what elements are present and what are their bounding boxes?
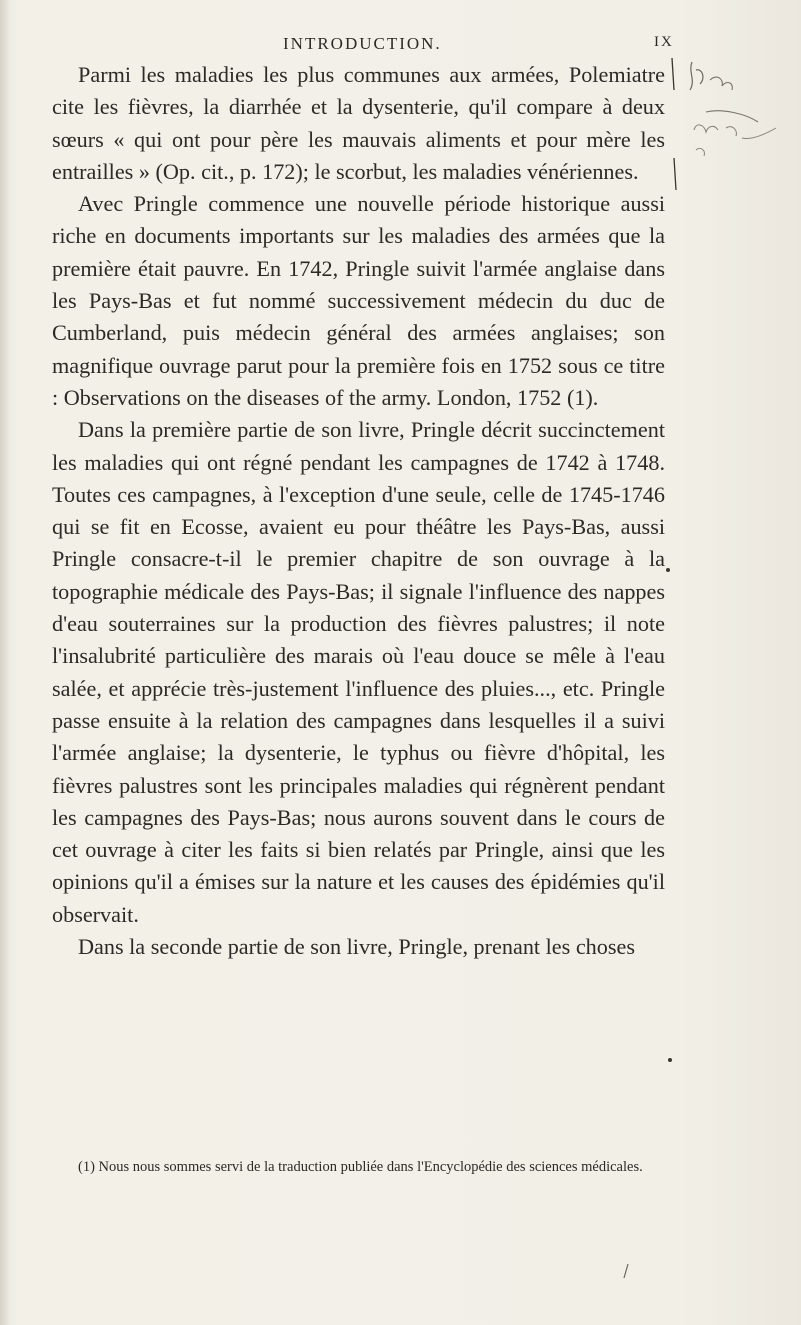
margin-ink-dot: [662, 562, 676, 576]
handwritten-margin-annotation: [666, 50, 801, 190]
paragraph-2: Avec Pringle commence une nouvelle période historique aussi riche en documents importants sur les maladies des armées que la première était pauvre. En 1742, Pringle suivit l'armée anglaise dans les Pays-Bas et fut nommé successivement médecin du duc de Cumberland, puis médecin général des armées anglaises; son magnifique ouvrage parut pour la première fois en 1752 sous ce titre : Observations on the diseases of the army. London, 1752 (1).: [52, 191, 665, 410]
paragraph-3: Dans la première partie de son livre, Pringle décrit succinctement les maladies qui ont régné pendant les campagnes de 1742 à 1748. Toutes ces campagnes, à l'exception d'une seule, celle de 1745-1746 qui se fit en Ecosse, avaient eu pour théâtre les Pays-Bas, aussi Pringle consacre-t-il le premier chapitre de son ouvrage à la topographie médicale des Pays-Bas; il signale l'influence des nappes d'eau souterraines sur la production des fièvres palustres; il note l'insalubrité particulière des marais où l'eau douce se mêle à l'eau salée, et apprécie très-justement l'influence des pluies..., etc. Pringle passe ensuite à la relation des campagnes dans lesquelles il a suivi l'armée anglaise; la dysenterie, le typhus ou fièvre d'hôpital, les fièvres palustres sont les principales maladies qui régnèrent pendant les campagnes des Pays-Bas; nous aurons souvent dans le cours de cet ouvrage à citer les faits si bien relatés par Pringle, ainsi que les opinions qu'il a émises sur la nature et les causes des épidémies qu'il observait.: [52, 417, 665, 927]
footnote: (1) Nous nous sommes servi de la traduction publiée dans l'Encyclopédie des sciences médicales.: [78, 1159, 643, 1175]
running-header-title: INTRODUCTION.: [283, 34, 442, 53]
margin-ink-dot: [664, 1052, 678, 1066]
paragraph-4: Dans la seconde partie de son livre, Pringle, prenant les choses: [78, 934, 635, 960]
paragraph-1: Parmi les maladies les plus communes aux armées, Polemiatre cite les fièvres, la diarrhée et la dysenterie, qu'il compare à deux sœurs « qui ont pour père les mauvais aliments et pour mère les entrailles » (Op. cit., p. 172); le scorbut, les maladies vénériennes.: [52, 62, 665, 184]
margin-ink-stroke: [620, 1262, 634, 1282]
page-number: IX: [654, 34, 674, 50]
main-text: [52, 59, 665, 963]
page-gutter-shadow: [0, 0, 10, 1325]
